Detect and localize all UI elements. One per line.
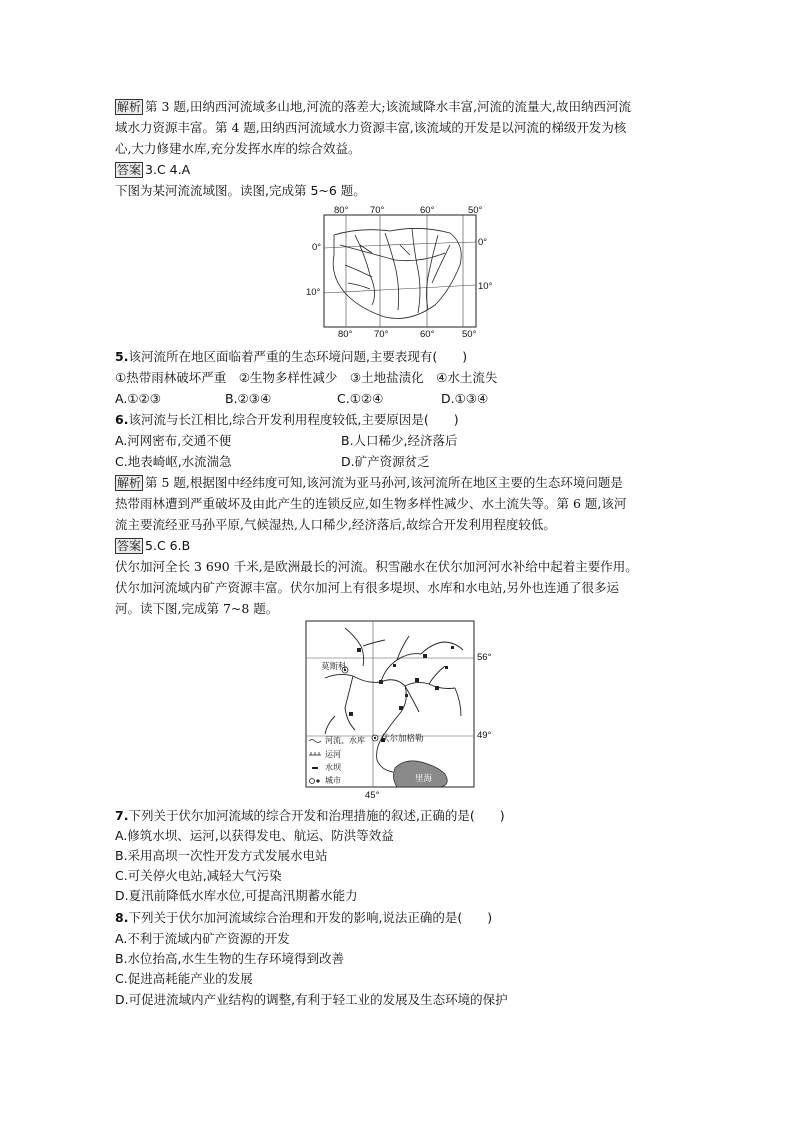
option-a[interactable]: A.河网密布,交通不便: [115, 433, 232, 448]
analysis-tag: 解析: [117, 476, 142, 490]
analysis-line: 解析 第 3 题,田纳西河流域多山地,河流的落差大;该流域降水丰富,河流的流量大,故田纳西河流: [117, 99, 632, 114]
answer-text: 3.C 4.A: [145, 162, 191, 177]
option-b[interactable]: B.水位抬高,水生生物的生存环境得到改善: [115, 951, 345, 966]
map1-left-lat: 0°: [312, 242, 322, 253]
map1-top-lon: 50°: [468, 205, 483, 216]
legend-city: 城市: [325, 776, 341, 785]
map1-top-lon: 70°: [370, 205, 385, 216]
answer-line: [115, 160, 190, 180]
intro-78-line: 河。读下图,完成第 7~8 题。: [115, 601, 279, 616]
map1-left-lat: 10°: [306, 287, 321, 298]
option-b[interactable]: B.人口稀少,经济落后: [341, 433, 458, 448]
map1-right-lat: 10°: [478, 281, 493, 292]
legend-rivers: 河流、水库: [325, 736, 365, 745]
analysis-line: 心,大力修建水库,充分发挥水库的综合效益。: [115, 141, 361, 156]
map1-bottom-lon: 80°: [338, 329, 353, 340]
question-6-options: [115, 431, 535, 473]
lat-56: 56°: [477, 652, 492, 663]
caspian-sea-label: 里海: [415, 773, 433, 783]
option-a[interactable]: A.①②③: [115, 391, 161, 406]
map1-bottom-lon: 70°: [374, 329, 389, 340]
question-5-options: [115, 389, 535, 409]
city-moscow: 莫斯科: [321, 661, 347, 671]
option-d[interactable]: D.夏汛前降低水库水位,可提高汛期蓄水能力: [115, 888, 358, 903]
answer-tag: 答案: [117, 163, 142, 177]
option-c[interactable]: C.地表崎岖,水流湍急: [115, 454, 232, 469]
map1-top-lon: 80°: [334, 205, 349, 216]
legend-dam: 水坝: [325, 763, 341, 772]
river-basin-map: [300, 205, 500, 345]
option-a[interactable]: A.不利于流域内矿产资源的开发: [115, 931, 290, 946]
intro-78-line: 伏尔加河流域内矿产资源丰富。伏尔加河上有很多堤坝、水库和水电站,另外也连通了很多运: [115, 580, 619, 595]
intro-78-line: 伏尔加河全长 3 690 千米,是欧洲最长的河流。积雪融水在伏尔加河河水补给中起着主要作用。: [115, 559, 638, 574]
question-5: 5.该河流所在地区面临着严重的生态环境问题,主要表现有( ): [115, 349, 468, 364]
river-basin-map-drawing: [300, 205, 500, 345]
option-b[interactable]: B.采用高坝一次性开发方式发展水电站: [115, 848, 328, 863]
option-a[interactable]: A.修筑水坝、运河,以获得发电、航运、防洪等效益: [115, 828, 394, 843]
answer-tag: 答案: [117, 539, 142, 553]
lon-45: 45°: [365, 790, 380, 801]
option-c[interactable]: C.促进高耗能产业的发展: [115, 971, 253, 986]
option-c[interactable]: C.可关停火电站,减轻大气污染: [115, 868, 282, 883]
question-7: 7.下列关于伏尔加河流域的综合开发和治理措施的叙述,正确的是( ): [115, 808, 505, 823]
analysis-line: 解析 第 5 题,根据图中经纬度可知,该河流为亚马孙河,该河流所在地区主要的生态环境问题是: [117, 475, 623, 490]
option-d[interactable]: D.①③④: [441, 391, 489, 406]
volga-basin-map: [305, 620, 492, 805]
map1-bottom-lon: 50°: [462, 329, 477, 340]
analysis-tag: 解析: [117, 100, 142, 114]
question-8: 8.下列关于伏尔加河流域综合治理和开发的影响,说法正确的是( ): [115, 910, 493, 925]
answer-line: [115, 536, 190, 556]
analysis-line: 域水力资源丰富。第 4 题,田纳西河流域水力资源丰富,该流域的开发是以河流的梯级开发为核: [115, 120, 627, 135]
question-5-items: ①热带雨林破坏严重 ②生物多样性减少 ③土地盐渍化 ④水土流失: [115, 370, 498, 385]
option-d[interactable]: D.矿产资源贫乏: [341, 454, 430, 469]
intro-56: 下图为某河流流域图。读图,完成第 5~6 题。: [115, 183, 366, 198]
analysis-line: 热带雨林遭到严重破坏及由此产生的连锁反应,如生物多样性减少、水土流失等。第 6 题,该河: [115, 496, 627, 511]
legend-canal: 运河: [325, 750, 341, 759]
analysis-line: 流主要流经亚马孙平原,气候湿热,人口稀少,经济落后,故综合开发利用程度较低。: [115, 517, 556, 532]
answer-text: 5.C 6.B: [145, 538, 191, 553]
option-b[interactable]: B.②③④: [225, 391, 272, 406]
option-d[interactable]: D.可促进流域内产业结构的调整,有利于轻工业的发展及生态环境的保护: [115, 992, 508, 1007]
map1-bottom-lon: 60°: [420, 329, 435, 340]
map1-top-lon: 60°: [420, 205, 435, 216]
city-volgograd: 伏尔加格勒: [381, 733, 424, 743]
option-c[interactable]: C.①②④: [337, 391, 384, 406]
question-6: 6.该河流与长江相比,综合开发利用程度较低,主要原因是( ): [115, 412, 459, 427]
lat-49: 49°: [477, 730, 492, 741]
map1-right-lat: 0°: [478, 237, 488, 248]
